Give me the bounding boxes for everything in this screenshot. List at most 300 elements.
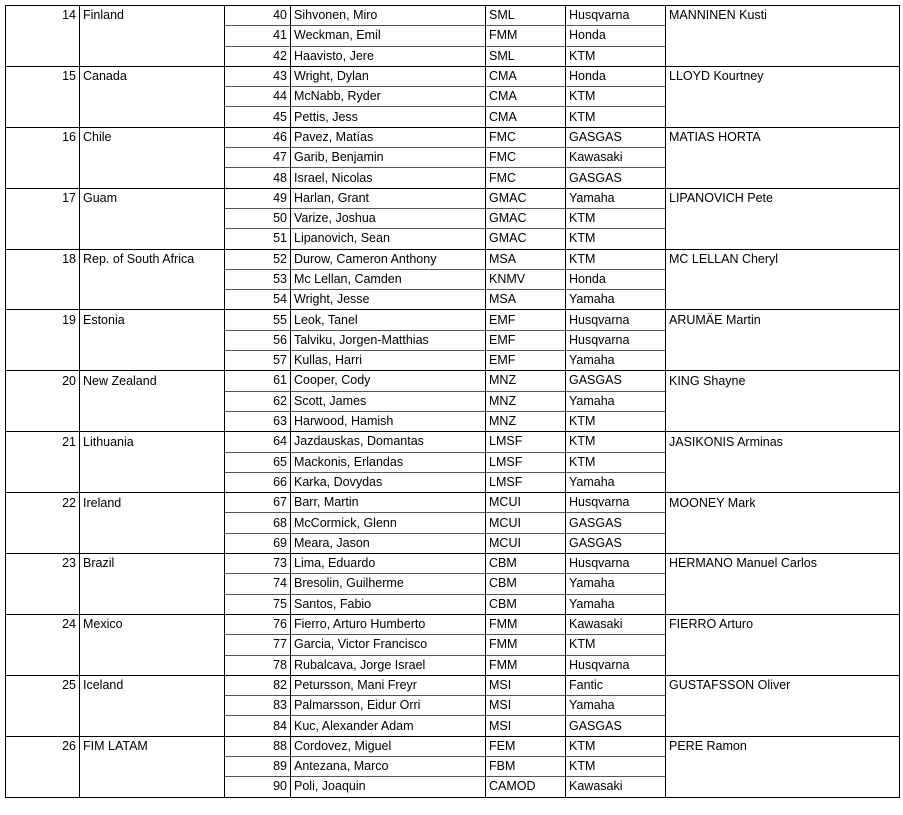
rider-bike: KTM [566,87,666,107]
rider-bike: KTM [566,411,666,431]
table-row [6,554,900,574]
team-position [6,655,80,675]
rider-fmn: MSI [486,716,566,736]
team-roster-table [5,5,900,798]
table-row [6,493,900,513]
table-row [6,716,900,736]
rider-fmn: GMAC [486,229,566,249]
team-manager [666,269,900,289]
rider-bike: GASGAS [566,533,666,553]
rider-name: Santos, Fabio [291,594,486,614]
team-country: Guam [80,188,225,208]
rider-name: Petursson, Mani Freyr [291,675,486,695]
team-country [80,777,225,797]
team-country [80,655,225,675]
team-position [6,716,80,736]
rider-fmn: MSI [486,696,566,716]
rider-fmn: FMM [486,655,566,675]
rider-bike: Honda [566,26,666,46]
team-position [6,290,80,310]
rider-number: 74 [225,574,291,594]
team-manager: MANNINEN Kusti [666,6,900,26]
rider-bike: Yamaha [566,290,666,310]
rider-fmn: FMM [486,635,566,655]
rider-bike: GASGAS [566,168,666,188]
rider-fmn: MCUI [486,533,566,553]
rider-number: 56 [225,330,291,350]
rider-fmn: SML [486,6,566,26]
rider-fmn: EMF [486,330,566,350]
rider-number: 45 [225,107,291,127]
team-position [6,391,80,411]
table-row [6,635,900,655]
rider-name: Harlan, Grant [291,188,486,208]
table-row [6,148,900,168]
team-position [6,594,80,614]
rider-bike: Kawasaki [566,777,666,797]
team-manager [666,533,900,553]
rider-name: Barr, Martin [291,493,486,513]
rider-bike: Husqvarna [566,493,666,513]
rider-number: 77 [225,635,291,655]
team-position: 25 [6,675,80,695]
rider-number: 47 [225,148,291,168]
team-position: 20 [6,371,80,391]
rider-number: 62 [225,391,291,411]
team-country [80,452,225,472]
rider-name: Bresolin, Guilherme [291,574,486,594]
team-country [80,208,225,228]
table-row [6,208,900,228]
team-position: 19 [6,310,80,330]
table-row [6,655,900,675]
rider-fmn: LMSF [486,432,566,452]
table-row [6,351,900,371]
team-manager [666,777,900,797]
team-manager [666,452,900,472]
team-manager: PERE Ramon [666,736,900,756]
rider-bike: Kawasaki [566,148,666,168]
team-country [80,574,225,594]
rider-number: 52 [225,249,291,269]
rider-name: Talviku, Jorgen-Matthias [291,330,486,350]
rider-bike: Kawasaki [566,614,666,634]
rider-fmn: MNZ [486,371,566,391]
rider-number: 51 [225,229,291,249]
rider-number: 54 [225,290,291,310]
team-manager [666,655,900,675]
rider-number: 42 [225,46,291,66]
rider-number: 53 [225,269,291,289]
rider-bike: Husqvarna [566,655,666,675]
team-country: Brazil [80,554,225,574]
team-manager [666,46,900,66]
rider-name: McCormick, Glenn [291,513,486,533]
team-country: Iceland [80,675,225,695]
rider-bike: Yamaha [566,351,666,371]
rider-bike: KTM [566,46,666,66]
rider-name: Mackonis, Erlandas [291,452,486,472]
team-manager: MATIAS HORTA [666,127,900,147]
team-country [80,756,225,776]
rider-number: 64 [225,432,291,452]
team-country [80,635,225,655]
rider-name: Jazdauskas, Domantas [291,432,486,452]
team-country: Chile [80,127,225,147]
rider-fmn: FMM [486,614,566,634]
team-position [6,26,80,46]
table-row [6,452,900,472]
table-row [6,777,900,797]
team-country [80,472,225,492]
team-country [80,411,225,431]
team-country [80,330,225,350]
rider-bike: KTM [566,736,666,756]
team-country [80,26,225,46]
team-manager: MOONEY Mark [666,493,900,513]
team-country [80,46,225,66]
team-manager [666,229,900,249]
table-row [6,249,900,269]
rider-number: 61 [225,371,291,391]
rider-bike: Honda [566,66,666,86]
rider-fmn: FBM [486,756,566,776]
team-position: 26 [6,736,80,756]
rider-number: 68 [225,513,291,533]
team-manager [666,635,900,655]
team-manager: MC LELLAN Cheryl [666,249,900,269]
table-row [6,614,900,634]
team-country: Canada [80,66,225,86]
rider-fmn: MSI [486,675,566,695]
team-position [6,148,80,168]
team-position [6,635,80,655]
team-position [6,46,80,66]
team-position [6,269,80,289]
rider-name: Pavez, Matías [291,127,486,147]
table-row [6,6,900,26]
rider-fmn: MSA [486,290,566,310]
table-row [6,736,900,756]
rider-name: Durow, Cameron Anthony [291,249,486,269]
team-country [80,168,225,188]
team-position [6,533,80,553]
rider-fmn: CBM [486,574,566,594]
rider-fmn: CBM [486,554,566,574]
team-manager [666,696,900,716]
rider-bike: Yamaha [566,391,666,411]
rider-fmn: CMA [486,66,566,86]
rider-number: 69 [225,533,291,553]
team-country: Estonia [80,310,225,330]
team-position [6,168,80,188]
team-country: Ireland [80,493,225,513]
rider-number: 73 [225,554,291,574]
team-country [80,513,225,533]
team-manager [666,330,900,350]
team-country [80,533,225,553]
table-row [6,675,900,695]
table-row [6,432,900,452]
rider-number: 55 [225,310,291,330]
team-position [6,87,80,107]
team-country: FIM LATAM [80,736,225,756]
table-row [6,371,900,391]
rider-number: 90 [225,777,291,797]
rider-number: 46 [225,127,291,147]
rider-bike: KTM [566,249,666,269]
rider-name: Antezana, Marco [291,756,486,776]
team-manager: FIERRO Arturo [666,614,900,634]
table-row [6,66,900,86]
team-country: Mexico [80,614,225,634]
rider-fmn: CMA [486,107,566,127]
rider-name: Varize, Joshua [291,208,486,228]
team-manager [666,472,900,492]
rider-fmn: FMM [486,26,566,46]
team-position: 23 [6,554,80,574]
rider-fmn: CBM [486,594,566,614]
table-row [6,229,900,249]
rider-number: 41 [225,26,291,46]
rider-fmn: GMAC [486,188,566,208]
rider-name: Kullas, Harri [291,351,486,371]
team-country [80,107,225,127]
team-position [6,777,80,797]
team-manager [666,351,900,371]
rider-name: Harwood, Hamish [291,411,486,431]
team-position: 15 [6,66,80,86]
rider-number: 43 [225,66,291,86]
table-row [6,513,900,533]
team-manager [666,87,900,107]
rider-bike: KTM [566,208,666,228]
roster-body [6,6,900,798]
rider-number: 57 [225,351,291,371]
table-row [6,188,900,208]
team-manager [666,148,900,168]
rider-name: Cooper, Cody [291,371,486,391]
team-position: 14 [6,6,80,26]
rider-bike: KTM [566,756,666,776]
rider-bike: Husqvarna [566,330,666,350]
rider-fmn: MNZ [486,411,566,431]
table-row [6,269,900,289]
team-manager [666,391,900,411]
team-position [6,513,80,533]
team-position: 18 [6,249,80,269]
rider-bike: GASGAS [566,371,666,391]
rider-bike: KTM [566,432,666,452]
rider-name: Kuc, Alexander Adam [291,716,486,736]
rider-number: 88 [225,736,291,756]
rider-bike: Fantic [566,675,666,695]
rider-name: Meara, Jason [291,533,486,553]
table-row [6,391,900,411]
rider-name: Leok, Tanel [291,310,486,330]
rider-name: Palmarsson, Eidur Orri [291,696,486,716]
rider-name: Scott, James [291,391,486,411]
table-row [6,696,900,716]
rider-number: 48 [225,168,291,188]
team-manager [666,411,900,431]
rider-number: 66 [225,472,291,492]
team-position: 24 [6,614,80,634]
rider-bike: Husqvarna [566,310,666,330]
rider-number: 84 [225,716,291,736]
team-manager: KING Shayne [666,371,900,391]
rider-bike: Husqvarna [566,554,666,574]
rider-fmn: LMSF [486,452,566,472]
table-row [6,107,900,127]
rider-name: Pettis, Jess [291,107,486,127]
team-manager [666,290,900,310]
rider-bike: GASGAS [566,716,666,736]
rider-bike: Yamaha [566,696,666,716]
rider-bike: KTM [566,635,666,655]
team-position [6,472,80,492]
rider-fmn: MCUI [486,493,566,513]
rider-fmn: MNZ [486,391,566,411]
rider-name: Lipanovich, Sean [291,229,486,249]
rider-bike: Yamaha [566,188,666,208]
table-row [6,26,900,46]
rider-name: Lima, Eduardo [291,554,486,574]
team-manager [666,26,900,46]
team-country [80,594,225,614]
team-country [80,148,225,168]
rider-bike: Yamaha [566,574,666,594]
team-manager: LIPANOVICH Pete [666,188,900,208]
table-row [6,127,900,147]
table-row [6,574,900,594]
team-country [80,351,225,371]
table-row [6,46,900,66]
team-position: 21 [6,432,80,452]
team-country [80,87,225,107]
rider-fmn: CMA [486,87,566,107]
table-row [6,330,900,350]
rider-name: Karka, Dovydas [291,472,486,492]
team-manager [666,756,900,776]
rider-number: 78 [225,655,291,675]
rider-name: Garib, Benjamin [291,148,486,168]
rider-fmn: SML [486,46,566,66]
team-position [6,756,80,776]
team-position [6,696,80,716]
rider-fmn: CAMOD [486,777,566,797]
rider-fmn: KNMV [486,269,566,289]
table-row [6,533,900,553]
rider-name: Sihvonen, Miro [291,6,486,26]
team-position: 16 [6,127,80,147]
team-manager [666,716,900,736]
table-row [6,594,900,614]
rider-name: Garcia, Victor Francisco [291,635,486,655]
rider-number: 89 [225,756,291,776]
team-country [80,391,225,411]
table-row [6,168,900,188]
rider-fmn: MSA [486,249,566,269]
rider-name: Poli, Joaquin [291,777,486,797]
rider-bike: Yamaha [566,594,666,614]
team-position: 17 [6,188,80,208]
rider-name: Rubalcava, Jorge Israel [291,655,486,675]
rider-number: 63 [225,411,291,431]
rider-fmn: FMC [486,127,566,147]
team-manager [666,513,900,533]
rider-bike: Honda [566,269,666,289]
rider-number: 75 [225,594,291,614]
rider-name: Wright, Jesse [291,290,486,310]
team-position [6,574,80,594]
team-manager [666,107,900,127]
team-manager: HERMANO Manuel Carlos [666,554,900,574]
team-country [80,269,225,289]
team-manager: JASIKONIS Arminas [666,432,900,452]
team-position [6,351,80,371]
rider-number: 65 [225,452,291,472]
team-position [6,411,80,431]
team-position [6,208,80,228]
rider-fmn: FMC [486,168,566,188]
team-country [80,290,225,310]
team-manager [666,168,900,188]
team-manager: LLOYD Kourtney [666,66,900,86]
team-manager: ARUMÄE Martin [666,310,900,330]
rider-name: Mc Lellan, Camden [291,269,486,289]
rider-fmn: FMC [486,148,566,168]
rider-name: Haavisto, Jere [291,46,486,66]
rider-name: Weckman, Emil [291,26,486,46]
table-row [6,411,900,431]
rider-fmn: GMAC [486,208,566,228]
rider-fmn: LMSF [486,472,566,492]
rider-number: 76 [225,614,291,634]
rider-bike: KTM [566,452,666,472]
team-manager: GUSTAFSSON Oliver [666,675,900,695]
rider-fmn: MCUI [486,513,566,533]
rider-name: Israel, Nicolas [291,168,486,188]
team-country: Finland [80,6,225,26]
rider-bike: Yamaha [566,472,666,492]
team-country [80,229,225,249]
rider-bike: KTM [566,229,666,249]
team-country: Lithuania [80,432,225,452]
rider-fmn: FEM [486,736,566,756]
team-manager [666,594,900,614]
rider-number: 40 [225,6,291,26]
rider-number: 67 [225,493,291,513]
rider-number: 49 [225,188,291,208]
team-country: Rep. of South Africa [80,249,225,269]
rider-number: 82 [225,675,291,695]
team-position [6,452,80,472]
team-manager [666,208,900,228]
team-country [80,696,225,716]
rider-fmn: EMF [486,310,566,330]
rider-name: Fierro, Arturo Humberto [291,614,486,634]
team-manager [666,574,900,594]
team-position: 22 [6,493,80,513]
team-position [6,107,80,127]
rider-name: Cordovez, Miguel [291,736,486,756]
rider-bike: KTM [566,107,666,127]
rider-fmn: EMF [486,351,566,371]
table-row [6,472,900,492]
rider-number: 44 [225,87,291,107]
rider-bike: GASGAS [566,127,666,147]
